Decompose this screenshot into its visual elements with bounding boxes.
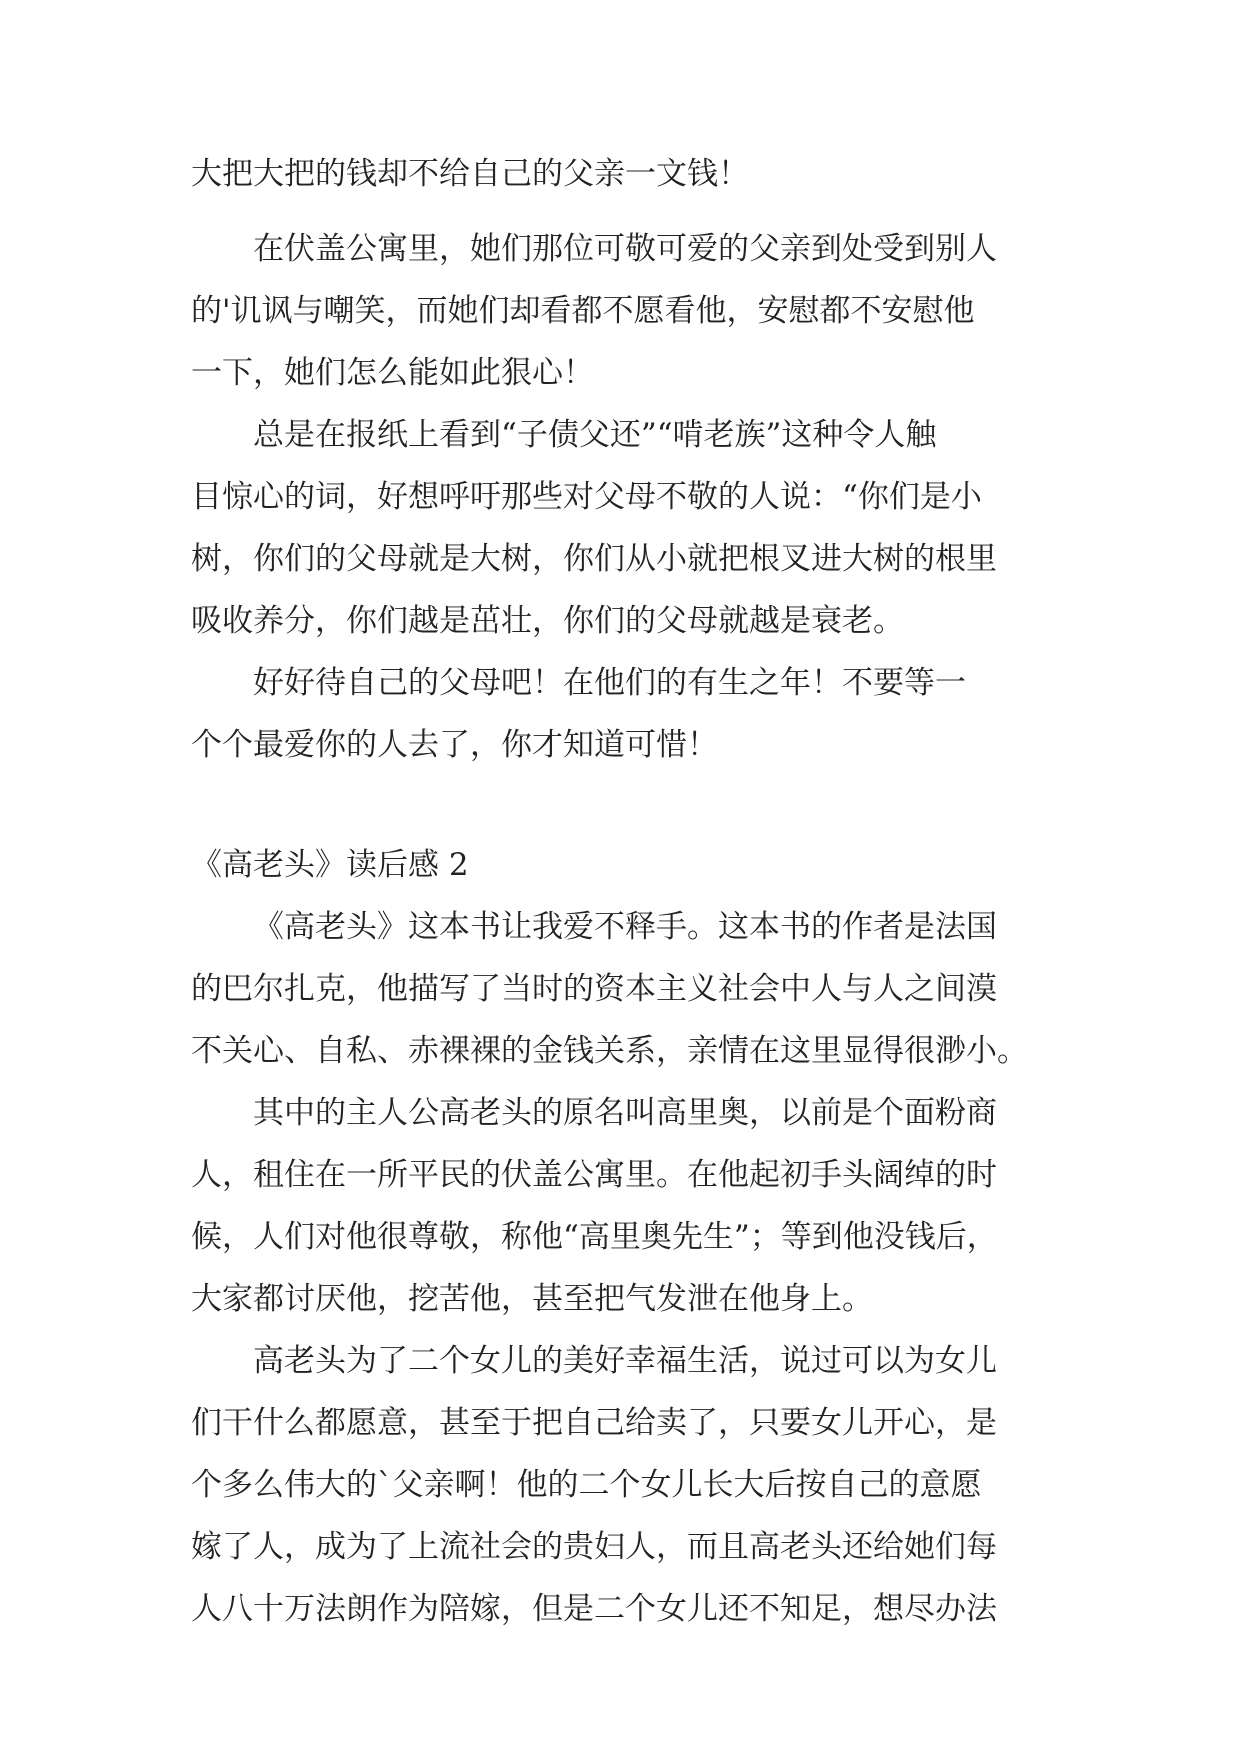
text-line: 个个最爱你的人去了，你才知道可惜！ [191, 727, 718, 763]
text-line: 吸收养分，你们越是茁壮，你们的父母就越是衰老。 [191, 603, 904, 639]
text-line: 树，你们的父母就是大树，你们从小就把根叉进大树的根里 [191, 541, 997, 577]
text-line: 的巴尔扎克，他描写了当时的资本主义社会中人与人之间漠 [191, 971, 997, 1007]
text-line: 个多么伟大的`父亲啊！他的二个女儿长大后按自己的意愿 [191, 1467, 982, 1503]
text-line: 嫁了人，成为了上流社会的贵妇人，而且高老头还给她们每 [191, 1529, 997, 1565]
section-gap [191, 776, 1061, 834]
text-line: 人八十万法朗作为陪嫁，但是二个女儿还不知足，想尽办法 [191, 1591, 997, 1627]
section-heading: 《高老头》读后感 2 [191, 847, 469, 883]
text-line: 的'讥讽与嘲笑，而她们却看都不愿看他，安慰都不安慰他 [191, 293, 975, 329]
text-line: 总是在报纸上看到“子债父还”“啃老族”这种令人触 [253, 417, 937, 453]
text-line: 在伏盖公寓里，她们那位可敬可爱的父亲到处受到别人 [253, 231, 997, 267]
text-line: 们干什么都愿意，甚至于把自己给卖了，只要女儿开心，是 [191, 1405, 997, 1441]
document-body [191, 156, 1061, 1640]
text-line: 目惊心的词，好想呼吁那些对父母不敬的人说：“你们是小 [191, 479, 982, 515]
text-line: 人，租住在一所平民的伏盖公寓里。在他起初手头阔绰的时 [191, 1157, 997, 1193]
text-line: 《高老头》这本书让我爱不释手。这本书的作者是法国 [253, 909, 997, 945]
text-line: 其中的主人公高老头的原名叫高里奥，以前是个面粉商 [253, 1095, 997, 1131]
text-line: 不关心、自私、赤裸裸的金钱关系，亲情在这里显得很渺小。 [191, 1033, 1028, 1069]
text-line: 好好待自己的父母吧！在他们的有生之年！不要等一 [253, 665, 966, 701]
text-line: 大把大把的钱却不给自己的父亲一文钱！ [191, 156, 749, 192]
text-line: 一下，她们怎么能如此狠心！ [191, 355, 594, 391]
text-line: 高老头为了二个女儿的美好幸福生活，说过可以为女儿 [253, 1343, 997, 1379]
text-line: 大家都讨厌他，挖苦他，甚至把气发泄在他身上。 [191, 1281, 873, 1317]
text-line: 候，人们对他很尊敬，称他“高里奥先生”；等到他没钱后， [191, 1219, 998, 1255]
